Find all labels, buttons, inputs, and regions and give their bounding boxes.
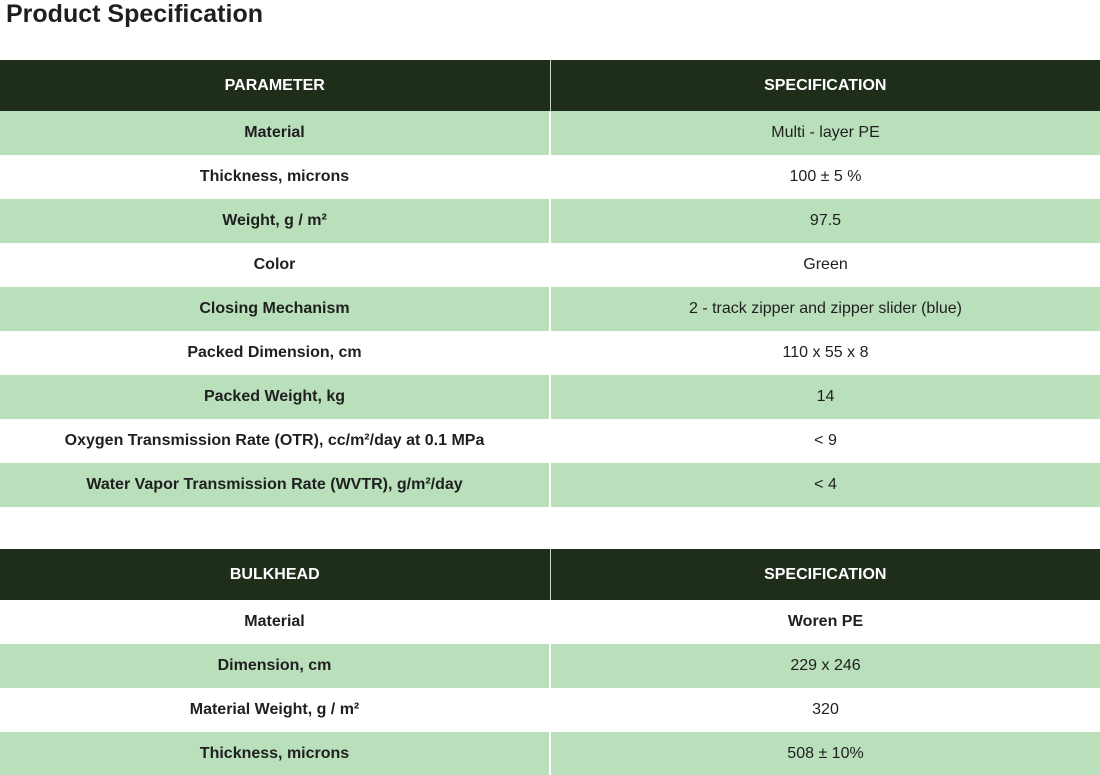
- table-row: [0, 287, 1100, 331]
- row-value: 229 x 246: [550, 644, 1100, 688]
- column-header-specification: SPECIFICATION: [550, 60, 1100, 111]
- row-parameter: Thickness, microns: [0, 732, 550, 775]
- row-value: 14: [550, 375, 1100, 419]
- table-row: [0, 375, 1100, 419]
- column-header-bulkhead: BULKHEAD: [0, 549, 550, 600]
- row-value: 2 - track zipper and zipper slider (blue): [550, 287, 1100, 331]
- row-value: Green: [550, 243, 1100, 287]
- row-value: 320: [550, 688, 1100, 732]
- table-row: [0, 600, 1100, 644]
- row-parameter: Weight, g / m²: [0, 199, 550, 243]
- table-row: [0, 688, 1100, 732]
- row-parameter: Oxygen Transmission Rate (OTR), cc/m²/day at 0.1 MPa: [0, 419, 550, 463]
- column-header-specification: SPECIFICATION: [550, 549, 1100, 600]
- row-value: 110 x 55 x 8: [550, 331, 1100, 375]
- row-value: Multi - layer PE: [550, 111, 1100, 155]
- parameter-specification-table: [0, 60, 1100, 507]
- table-row: [0, 463, 1100, 507]
- row-parameter: Water Vapor Transmission Rate (WVTR), g/m²/day: [0, 463, 550, 507]
- row-value: < 4: [550, 463, 1100, 507]
- table-row: [0, 644, 1100, 688]
- row-value: < 9: [550, 419, 1100, 463]
- row-parameter: Thickness, microns: [0, 155, 550, 199]
- page-title: Product Specification: [6, 0, 263, 28]
- row-value: Woren PE: [550, 600, 1100, 644]
- row-parameter: Material: [0, 600, 550, 644]
- row-parameter: Packed Dimension, cm: [0, 331, 550, 375]
- table-row: [0, 155, 1100, 199]
- table-row: [0, 199, 1100, 243]
- column-header-parameter: PARAMETER: [0, 60, 550, 111]
- table-header-row: [0, 60, 1100, 111]
- table-row: [0, 732, 1100, 775]
- row-value: 100 ± 5 %: [550, 155, 1100, 199]
- row-parameter: Material Weight, g / m²: [0, 688, 550, 732]
- row-value: 97.5: [550, 199, 1100, 243]
- row-parameter: Packed Weight, kg: [0, 375, 550, 419]
- table-header-row: [0, 549, 1100, 600]
- row-parameter: Material: [0, 111, 550, 155]
- row-value: 508 ± 10%: [550, 732, 1100, 775]
- table-row: [0, 419, 1100, 463]
- row-parameter: Color: [0, 243, 550, 287]
- table-row: [0, 331, 1100, 375]
- row-parameter: Dimension, cm: [0, 644, 550, 688]
- table-row: [0, 243, 1100, 287]
- bulkhead-specification-table: [0, 549, 1100, 775]
- table-row: [0, 111, 1100, 155]
- row-parameter: Closing Mechanism: [0, 287, 550, 331]
